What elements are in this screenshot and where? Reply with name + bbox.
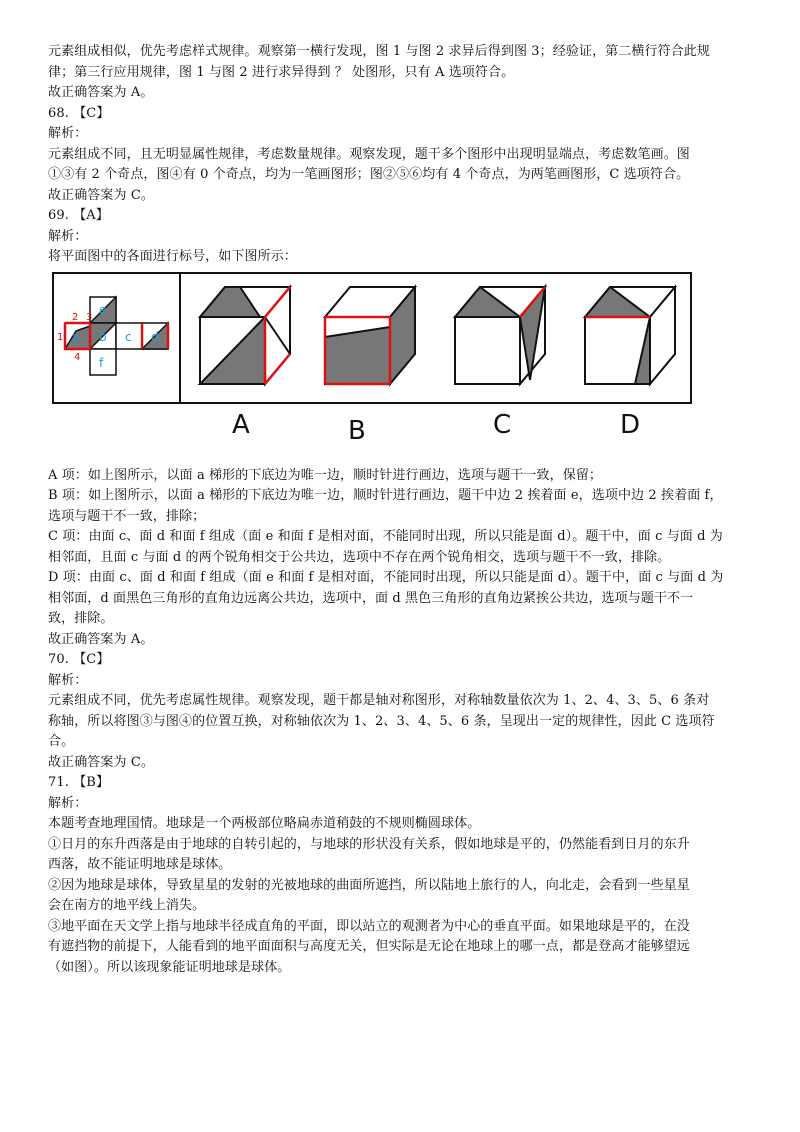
- text-line: 故正确答案为 A。: [48, 631, 154, 647]
- text-line: 元素组成不同，优先考虑属性规律。观察发现，题干都是轴对称图形，对称轴数量依次为 1、2、4、3、5、6 条对: [48, 693, 710, 708]
- text-line: 元素组成不同，且无明显属性规律，考虑数量规律。观察发现，题干多个图形中出现明显端点，考虑数笔画。图: [48, 146, 690, 162]
- option-label-b: B: [348, 415, 366, 446]
- face-label: a: [72, 329, 80, 344]
- face-label: d: [151, 329, 159, 344]
- analysis-label: 解析：: [48, 672, 88, 688]
- cube-option-d: [585, 287, 675, 384]
- text-line: 故正确答案为 C。: [48, 754, 154, 770]
- text-line: 西落，故不能证明地球是球体。: [48, 857, 232, 872]
- text-line: ③地平面在天文学上指与地球半径成直角的平面，即以站立的观测者为中心的垂直平面。如果地球是平的，在没: [48, 918, 690, 934]
- question-number: 69. 【A】: [48, 208, 109, 223]
- text-line: 致，排除。: [48, 611, 114, 626]
- text-line: 选项与题干不一致，排除；: [48, 508, 206, 524]
- text-line: C 项：由面 c、面 d 和面 f 组成（面 e 和面 f 是相对面，不能同时出现，所以只能是面 d）。题干中，面 c 与面 d 为: [48, 529, 723, 544]
- question-number: 68. 【C】: [48, 105, 110, 121]
- edge-mark: 4: [74, 351, 81, 363]
- option-label-a: A: [232, 409, 250, 440]
- text-line: 将平面图中的各面进行标号，如下图所示：: [48, 249, 297, 264]
- option-label-d: D: [620, 409, 641, 440]
- question-number: 70. 【C】: [48, 652, 110, 667]
- analysis-label: 解析：: [48, 126, 88, 141]
- text-line: D 项：由面 c、面 d 和面 f 组成（面 e 和面 f 是相对面，不能同时出现，所以只能是面 d）。题干中，面 c 与面 d 为: [48, 570, 724, 585]
- edge-mark: 1: [57, 331, 64, 343]
- text-line: B 项：如上图所示，以面 a 梯形的下底边为唯一边，顺时针进行画边，题干中边 2 挨着面 e，选项中边 2 挨着面 f，: [48, 488, 723, 503]
- text-line: 本题考查地理国情。地球是一个两极部位略扁赤道稍鼓的不规则椭圆球体。: [48, 816, 481, 831]
- q67-explanation-tail: [48, 42, 760, 104]
- question-number: 71. 【B】: [48, 775, 110, 790]
- cube-figure-svg: [50, 270, 695, 460]
- option-label-c: C: [493, 409, 512, 440]
- text-line: 故正确答案为 C。: [48, 187, 154, 203]
- text-line: ②因为地球是球体，导致星星的发射的光被地球的曲面所遮挡，所以陆地上旅行的人，向北走，会看到一些星星: [48, 877, 690, 893]
- cube-option-b: [325, 287, 415, 384]
- q68-block: [48, 104, 760, 207]
- cube-net-figure: [50, 270, 695, 460]
- text-line: 有遮挡物的前提下，人能看到的地平面面积与高度无关，但实际是无论在地球上的哪一点，都是登高才能够望远: [48, 939, 690, 954]
- face-label: c: [125, 329, 132, 344]
- text-line: ①日月的东升西落是由于地球的自转引起的，与地球的形状没有关系，假如地球是平的，仍然能看到日月的东升: [48, 836, 690, 852]
- text-line: 相邻面，d 面黑色三角形的直角边远离公共边，选项中，面 d 黑色三角形的直角边紧挨公共边，选项与题干不一: [48, 590, 694, 606]
- q69-block: [48, 206, 760, 650]
- text-line: 元素组成相似，优先考虑样式规律。观察第一横行发现，图 1 与图 2 求异后得到图 3；经验证，第二横行符合此规: [48, 44, 710, 59]
- q71-block: [48, 773, 760, 978]
- q70-block: [48, 650, 760, 773]
- text-line: 相邻面，且面 c 与面 d 的两个锐角相交于公共边，选项中不存在两个锐角相交，选项与题干不一致，排除。: [48, 549, 671, 565]
- text-line: A 项：如上图所示，以面 a 梯形的下底边为唯一边，顺时针进行画边，选项与题干一致，保留；: [48, 467, 603, 483]
- text-line: 律；第三行应用规律，图 1 与图 2 进行求异得到 ？ 处图形，只有 A 选项符合。: [48, 64, 515, 80]
- face-label: e: [99, 302, 107, 317]
- text-line: 称轴，所以将图③与图④的位置互换，对称轴依次为 1、2、3、4、5、6 条，呈现出一定的规律性，因此 C 选项符: [48, 713, 715, 729]
- edge-mark: 2: [72, 311, 79, 323]
- text-line: （如图）。所以该现象能证明地球是球体。: [48, 959, 291, 975]
- text-line: 故正确答案为 A。: [48, 85, 154, 100]
- edge-mark: 3: [86, 311, 93, 323]
- analysis-label: 解析：: [48, 795, 88, 811]
- face-label: f: [99, 355, 104, 370]
- text-line: 会在南方的地平线上消失。: [48, 898, 206, 913]
- document-page: [48, 42, 760, 978]
- text-line: 合。: [48, 734, 75, 749]
- face-label: b: [99, 329, 107, 344]
- text-line: ①③有 2 个奇点，图④有 0 个奇点，均为一笔画图形；图②⑤⑥均有 4 个奇点，为两笔画图形，C 选项符合。: [48, 167, 690, 182]
- analysis-label: 解析：: [48, 228, 88, 244]
